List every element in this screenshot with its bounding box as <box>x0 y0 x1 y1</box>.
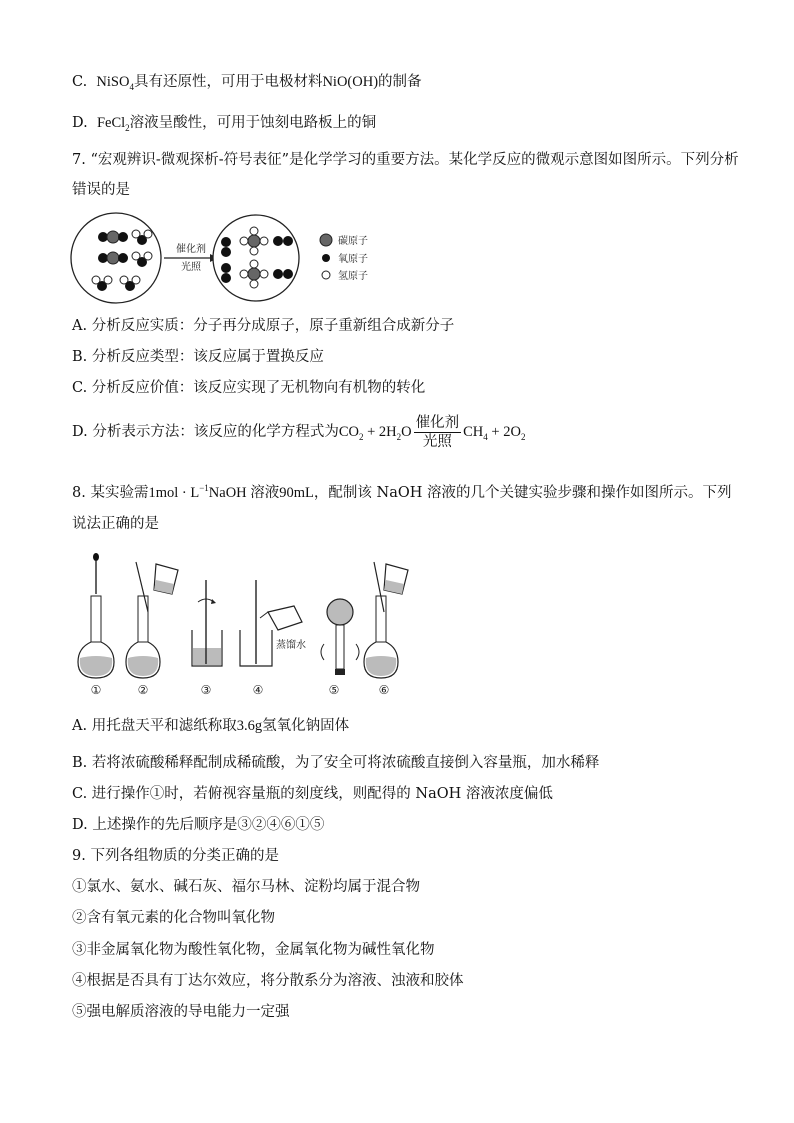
q7-reaction-diagram <box>70 212 400 304</box>
q9-item-1: ①氯水、氨水、碱石灰、福尔马林、淀粉均属于混合物 <box>72 879 420 895</box>
step-label-1: ① <box>90 683 102 697</box>
q6-option-c: C. NiSO$_4$具有还原性，可用于电极材料NiO(OH)的制备 <box>72 74 422 92</box>
step6-pouring-icon <box>364 562 408 678</box>
step-label-5: ⑤ <box>328 683 340 697</box>
step3-stirring-icon <box>192 580 222 666</box>
legend-oxygen: 氧原子 <box>338 254 368 265</box>
q9-item-3: ③非金属氧化物为酸性氧化物，金属氧化物为碱性氧化物 <box>72 942 435 958</box>
arrow-condition-catalyst: 催化剂 <box>176 244 206 255</box>
q8-option-a: A. 用托盘天平和滤纸称取3.6g氢氧化钠固体 <box>72 718 350 734</box>
q7-option-d: D. 分析表示方法：该反应的化学方程式为$CO_2 + 2H_2O$ $\frac{\text{催化剂}}{\text{光照}}$ $CH_4 + 2O_2$ <box>72 414 526 450</box>
q8-option-b: B. 若将浓硫酸稀释配制成稀硫酸，为了安全可将浓硫酸直接倒入容量瓶，加水稀释 <box>72 755 600 771</box>
step-label-4: ④ <box>252 683 264 697</box>
legend-carbon: 碳原子 <box>338 236 368 247</box>
q9-stem: 9. 下列各组物质的分类正确的是 <box>72 848 279 864</box>
q9-item-5: ⑤强电解质溶液的导电能力一定强 <box>72 1004 290 1020</box>
q8-stem-line1: 8. 某实验需$1mol \cdot L^{-1}NaOH$ 溶液90mL，配制该 NaOH 溶液的几个关键实验步骤和操作如图所示。下列 <box>72 483 732 501</box>
arrow-condition-light: 光照 <box>181 262 201 273</box>
step4-wash-bottle-icon <box>240 580 306 666</box>
q9-item-2: ②含有氧元素的化合物叫氧化物 <box>72 910 275 926</box>
q8-procedure-diagram <box>72 552 432 700</box>
step5-invert-flask-icon <box>321 599 359 675</box>
step-label-6: ⑥ <box>378 683 390 697</box>
q8-option-c: C. 进行操作①时，若俯视容量瓶的刻度线，则配得的 NaOH 溶液浓度偏低 <box>72 786 553 802</box>
q6-option-d: D. FeCl$_2$溶液呈酸性，可用于蚀刻电路板上的铜 <box>72 115 377 133</box>
step-label-2: ② <box>137 683 149 697</box>
step-label-3: ③ <box>200 683 212 697</box>
q7-stem-line2: 错误的是 <box>72 182 130 198</box>
distilled-water-label: 蒸馏水 <box>276 640 306 651</box>
q7-stem-line1: 7. “宏观辨识-微观探析-符号表征”是化学学习的重要方法。某化学反应的微观示意图如图所示。下列分析 <box>72 152 739 168</box>
legend-hydrogen: 氢原子 <box>338 271 368 282</box>
q7-option-a: A. 分析反应实质：分子再分成原子，原子重新组合成新分子 <box>72 318 455 334</box>
reaction-condition-fraction: $\frac{\text{催化剂}}{\text{光照}}$ <box>415 414 460 450</box>
q7-option-b: B. 分析反应类型：该反应属于置换反应 <box>72 349 324 365</box>
step1-flask-dropper-icon <box>78 553 114 678</box>
q8-stem-line2: 说法正确的是 <box>72 516 159 532</box>
step2-pouring-icon <box>126 562 178 678</box>
q7-option-c: C. 分析反应价值：该反应实现了无机物向有机物的转化 <box>72 380 426 396</box>
q9-item-4: ④根据是否具有丁达尔效应，将分散系分为溶液、浊液和胶体 <box>72 973 464 989</box>
q8-option-d: D. 上述操作的先后顺序是③②④⑥①⑤ <box>72 817 325 833</box>
